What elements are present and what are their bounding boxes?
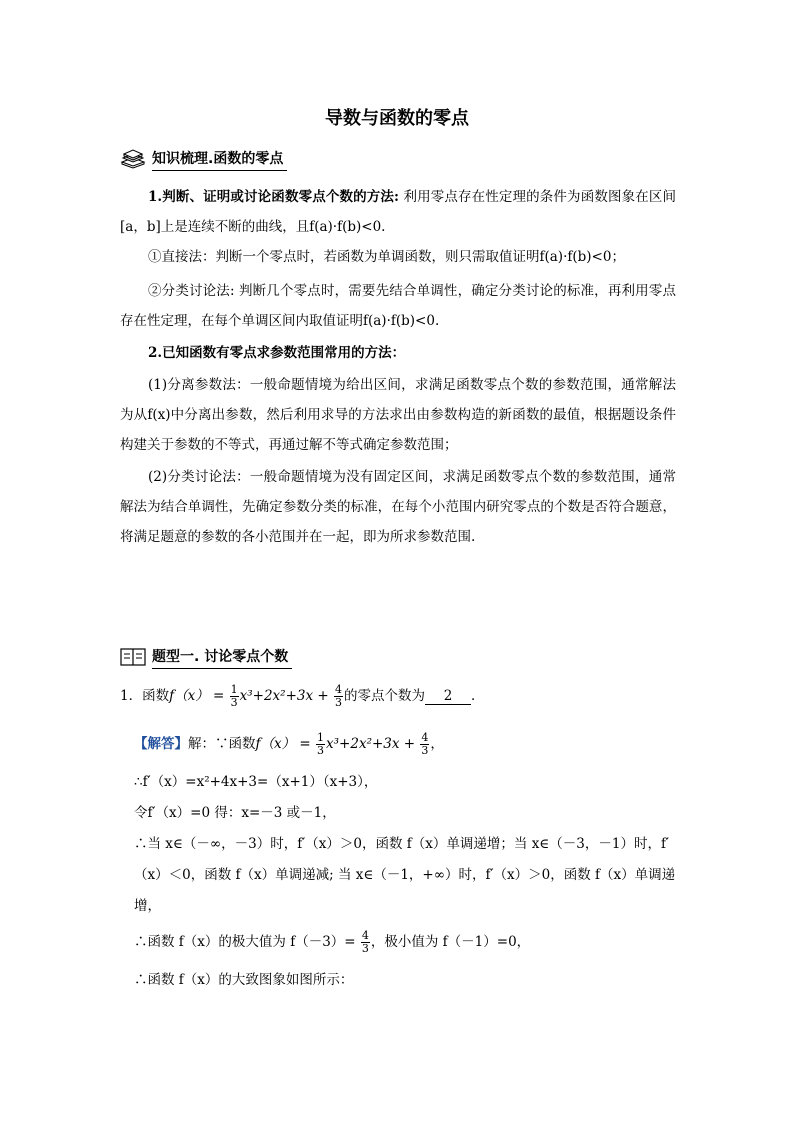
open-book-icon	[120, 646, 146, 668]
paragraph-heading: 1.判断、证明或讨论函数零点个数的方法:	[148, 189, 400, 205]
section-header-label: 知识梳理.函数的零点	[152, 148, 287, 171]
function-symbol: f（x）	[169, 688, 209, 704]
fraction-four-thirds: $\frac{4}{3}$	[335, 683, 342, 709]
fraction-one-third: $\frac{1}{3}$	[230, 683, 238, 709]
fraction-four-thirds: $\frac{4}{3}$	[361, 929, 369, 955]
answer-tag: 【解答】	[134, 736, 188, 752]
solution-line-1: 【解答】解：∵函数f（x） = $\frac{1}{3}$ x³+2x²+3x + $\frac{4}{3}$ ，	[134, 731, 444, 757]
solution-line-3: 令f′（x）=0 得：x=－3 或－1，	[134, 805, 336, 821]
fraction-four-thirds: $\frac{4}{3}$	[421, 731, 429, 757]
solution-line-6: 增，	[134, 898, 161, 914]
solution-line-7: ∴函数 f（x）的极大值为 f（－3）= $\frac{4}{3}$ ，极小值为 f（－1）=0，	[134, 929, 531, 955]
answer-blank: 2	[425, 688, 471, 705]
paragraph-separation-method: (1)分离参数法：一般命题情境为给出区间，求满足函数零点个数的参数范围，通常解法为从f(x)中分离出参数，然后利用求导的方法求出由参数构造的新函数的最值，根据题设条件构建关于参数的不等式，再通过解不等式确定参数范围；	[120, 377, 676, 453]
paragraph-discussion-method: (2)分类讨论法：一般命题情境为没有固定区间，求满足函数零点个数的参数范围，通常解法为结合单调性，先确定参数分类的标准，在每个小范围内研究零点的个数是否符合题意，将满足题意的参数的各小范围并在一起，即为所求参数范围.	[120, 469, 676, 545]
paragraph-method-1	[120, 182, 676, 242]
page-title: 导数与函数的零点	[325, 108, 469, 129]
solution-line-8: ∴函数 f（x）的大致图象如图所示：	[134, 972, 354, 988]
section-header-knowledge	[120, 146, 287, 172]
books-icon	[120, 148, 146, 170]
fraction-one-third: $\frac{1}{3}$	[317, 731, 325, 757]
paragraph-heading-2: 2.已知函数有零点求参数范围常用的方法：	[148, 345, 406, 361]
solution-line-4: ∴当 x∈（－∞，－3）时，f′（x）＞0，函数 f（x）单调递增；当 x∈（－3，－1）时，f′	[134, 836, 670, 852]
solution-line-5: （x）＜0，函数 f（x）单调递减; 当 x∈（－1，+∞）时，f′（x）＞0，函数 f（x）单调递	[134, 867, 676, 883]
paragraph-classification-method: ②分类讨论法: 判断几个零点时，需要先结合单调性，确定分类讨论的标准，再利用零点存在性定理，在每个单调区间内取值证明f(a)·f(b)<0.	[120, 283, 676, 329]
question-suffix: 的零点个数为	[344, 688, 425, 704]
equals-sign: =	[213, 688, 225, 704]
section-header-type1	[120, 644, 292, 670]
paragraph-direct-method: ①直接法：判断一个零点时，若函数为单调函数，则只需取值证明f(a)·f(b)<0；	[148, 249, 625, 265]
question-prefix: 1．函数	[120, 688, 170, 704]
polynomial: x³+2x²+3x +	[239, 688, 329, 704]
question-1: 1．函数f（x） = $\frac{1}{3}$ x³+2x²+3x + $\frac{4}{3}$ 的零点个数为 2 ．	[120, 683, 485, 709]
paragraph-text: 利用零点存在性定理的条件为函数图象在区间[a，b]上是连续不断的曲线，且f(a)·f(b)<0.	[120, 189, 677, 235]
solution-line-2: ∴f′（x）=x²+4x+3=（x+1）（x+3），	[134, 774, 378, 790]
section-header-label: 题型一. 讨论零点个数	[152, 646, 292, 669]
